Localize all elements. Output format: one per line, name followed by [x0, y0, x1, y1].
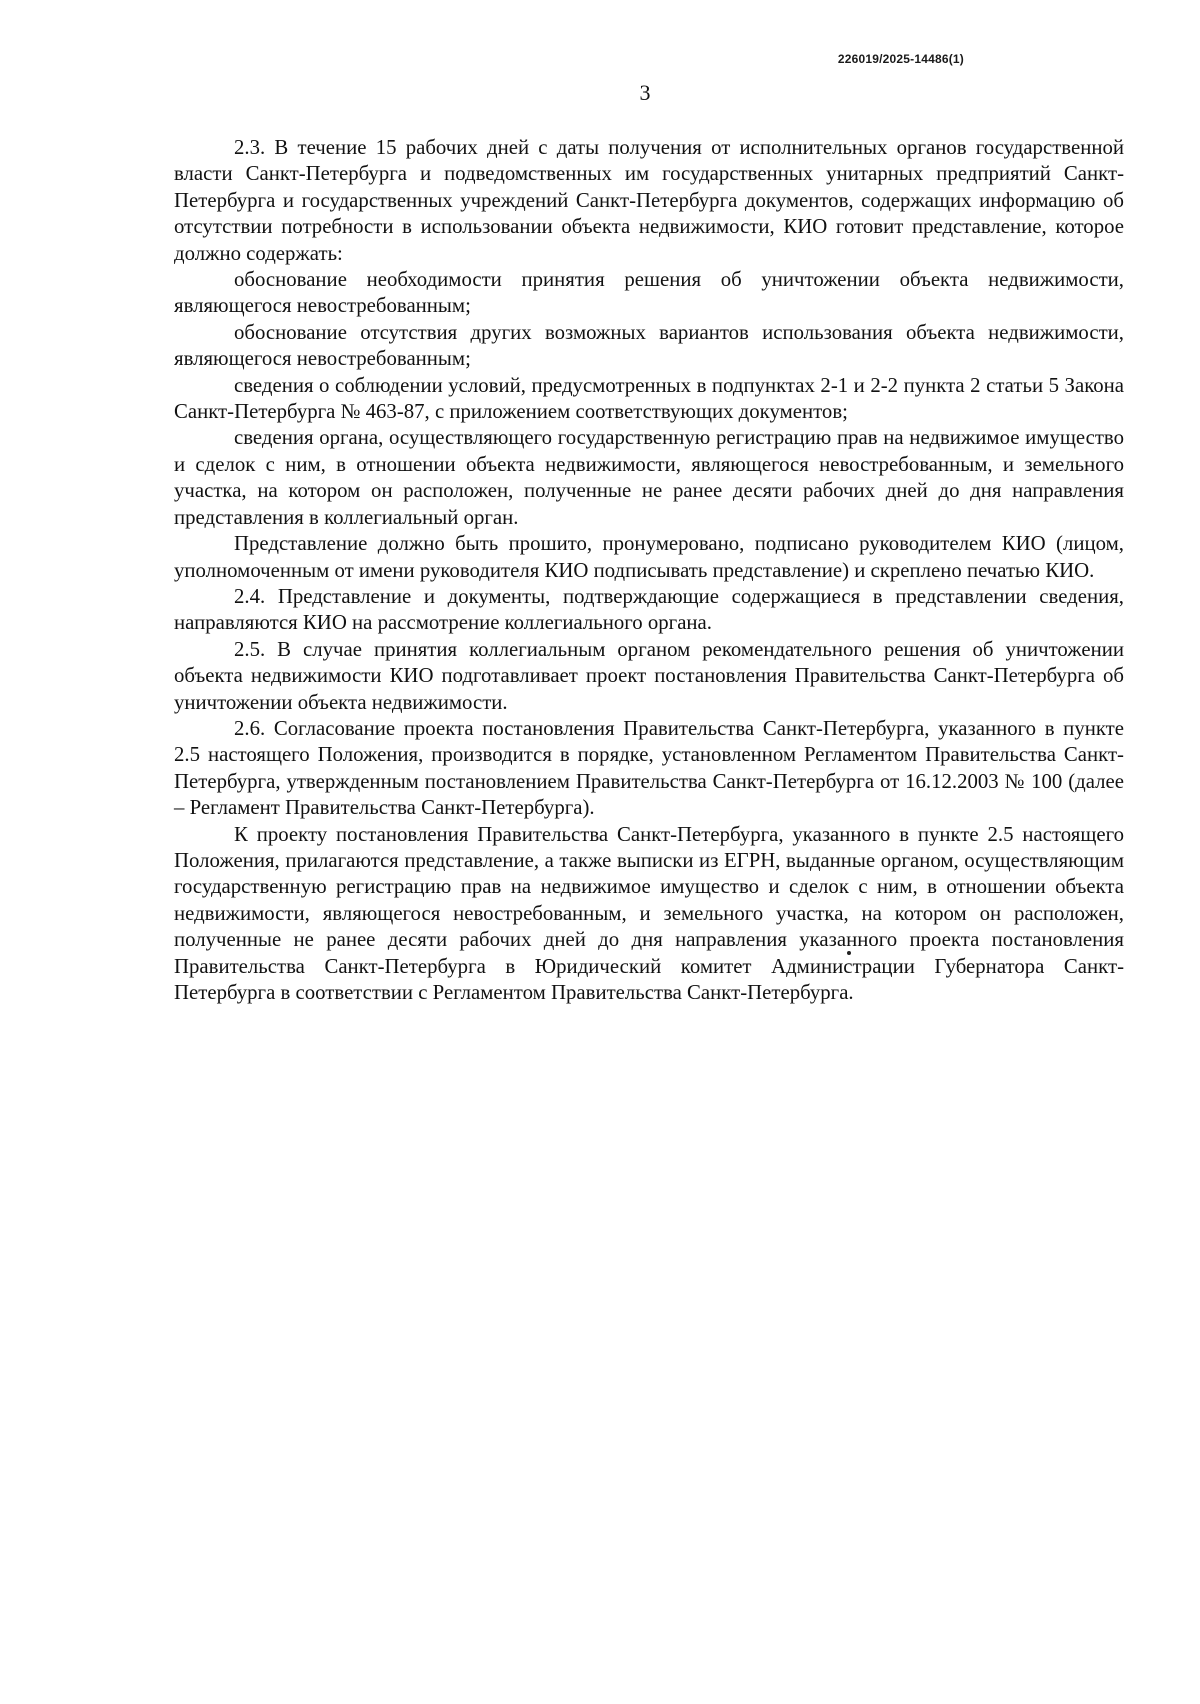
paragraph-justification-necessity: обоснование необходимости принятия решения об уничтожении объекта недвижимости, являющегося невостребованным; — [174, 268, 1124, 318]
paragraph-compliance-info: сведения о соблюдении условий, предусмотренных в подпунктах 2-1 и 2-2 пункта 2 статьи 5 Закона Санкт-Петербурга № 463-87, с приложением соответствующих документов; — [174, 373, 1124, 424]
paragraph-registration-info: сведения органа, осуществляющего государственную регистрацию прав на недвижимое имущество и сделок с ним, в отношении объекта недвижимости, являющегося невостребованным, и земельного участка, на котором он расположен, полученные не ранее десяти рабочих дней до дня направления представления в коллегиальный орган. — [174, 426, 1124, 529]
paragraph-2-5: 2.5. В случае принятия коллегиальным органом рекомендательного решения об уничтожении объекта недвижимости КИО подготавливает проект постановления Правительства Санкт-Петербурга об уничтожении объекта недвижимости. — [174, 637, 1124, 714]
paragraph-2-4: 2.4. Представление и документы, подтверждающие содержащиеся в представлении сведения, направляются КИО на рассмотрение коллегиального органа. — [174, 584, 1124, 635]
document-body — [174, 135, 1124, 1006]
paragraph-2-3: 2.3. В течение 15 рабочих дней с даты получения от исполнительных органов государственной власти Санкт-Петербурга и подведомственных им государственных унитарных предприятий Санкт-Петербурга и государственных учреждений Санкт-Петербурга документов, содержащих информацию об отсутствии потребности в использовании объекта недвижимости, КИО готовит представление, которое должно содержать: — [174, 136, 1124, 265]
paragraph-justification-alternatives: обоснование отсутствия других возможных вариантов использования объекта недвижимости, являющегося невостребованным; — [174, 320, 1124, 371]
paragraph-2-6: 2.6. Согласование проекта постановления Правительства Санкт-Петербурга, указанного в пункте 2.5 настоящего Положения, производится в порядке, установленном Регламентом Правительства Санкт-Петербурга, утвержденным постановлением Правительства Санкт-Петербурга от 16.12.2003 № 100 (далее – Регламент Правительства Санкт-Петербурга). — [174, 716, 1124, 820]
scan-artifact-dot — [847, 951, 851, 955]
page-number: 3 — [639, 80, 651, 105]
paragraph-submission-requirements: Представление должно быть прошито, пронумеровано, подписано руководителем КИО (лицом, уполномоченным от имени руководителя КИО подписывать представление) и скреплено печатью КИО. — [174, 532, 1124, 582]
document-id: 226019/2025-14486(1) — [837, 52, 964, 66]
paragraph-attachments: К проекту постановления Правительства Санкт-Петербурга, указанного в пункте 2.5 настоящего Положения, прилагаются представление, а также выписки из ЕГРН, выданные органом, осуществляющим государственную регистрацию прав на недвижимое имущество и сделок с ним, в отношении объекта недвижимости, являющегося невостребованным, и земельного участка, на котором он расположен, полученные не ранее десяти рабочих дней до дня направления указанного проекта постановления Правительства Санкт-Петербурга в Юридический комитет Администрации Губернатора Санкт-Петербурга в соответствии с Регламентом Правительства Санкт-Петербурга. — [174, 822, 1124, 1004]
